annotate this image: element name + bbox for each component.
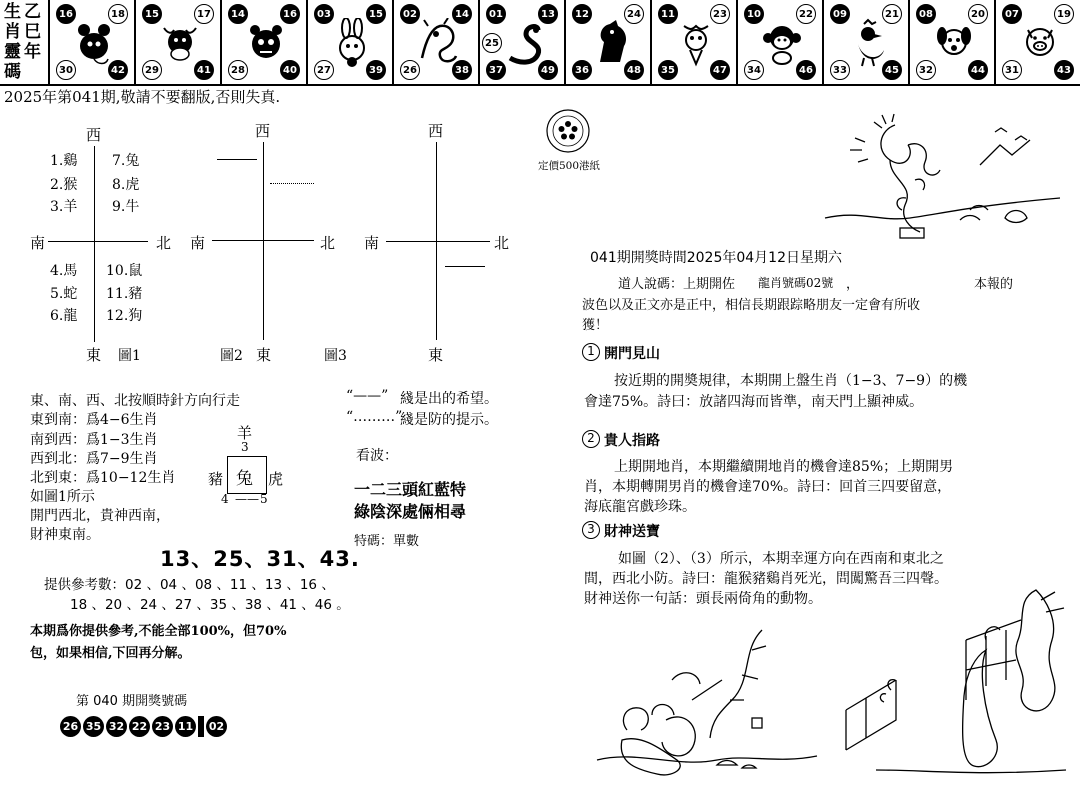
zodiac-cell-pig — [994, 0, 1080, 86]
fig1-item: 1.鷄 — [50, 153, 78, 169]
zodiac-cell-dog — [908, 0, 996, 86]
ref-numbers-line-1: 提供參考數：02 、04 、08 、11 、13 、16 、 — [44, 577, 335, 593]
zodiac-number: 26 — [400, 60, 420, 80]
zodiac-number: 22 — [796, 4, 816, 24]
look-label: 看波： — [356, 448, 398, 464]
zodiac-number: 01 — [486, 4, 506, 24]
note-line-2: 包，如果相信,下回再分解。 — [30, 646, 191, 661]
sage-illustration — [836, 580, 1076, 794]
zodiac-number: 49 — [538, 60, 558, 80]
fig3-west: 西 — [428, 122, 444, 140]
snake-icon — [500, 18, 548, 72]
fig1-vertical-axis — [94, 146, 95, 342]
zodiac-cell-goat — [650, 0, 738, 86]
zodiac-number: 32 — [916, 60, 936, 80]
zodiac-number: 44 — [968, 60, 988, 80]
fig2-west: 西 — [255, 122, 271, 140]
prev-draw-special-ball: 02 — [206, 716, 227, 737]
zodiac-number: 48 — [624, 60, 644, 80]
zodiac-cell-monkey — [736, 0, 824, 86]
zodiac-number: 23 — [710, 4, 730, 24]
fig3-solid-mark — [445, 266, 485, 267]
section-1-num: 1 — [582, 343, 600, 361]
mini-center: 兔 — [236, 469, 253, 489]
mini-left: 豬 — [208, 470, 224, 488]
mini-top-num: 3 — [241, 440, 249, 454]
zodiac-number: 33 — [830, 60, 850, 80]
rules-line: 東、南、西、北按順時針方向行走 — [30, 393, 240, 409]
zodiac-number: 03 — [314, 4, 334, 24]
fig2-dotted-mark — [270, 183, 314, 184]
prev-draw-ball: 26 — [60, 716, 81, 737]
fig1-item: 3.羊 — [50, 199, 78, 215]
zodiac-number: 10 — [744, 4, 764, 24]
zodiac-banner — [0, 0, 1080, 86]
prev-draw-ball: 11 — [175, 716, 196, 737]
banner-title-char: 碼 — [4, 62, 21, 82]
zodiac-number: 17 — [194, 4, 214, 24]
zodiac-cell-ox — [134, 0, 222, 86]
zodiac-number: 08 — [916, 4, 936, 24]
scholars-illustration — [592, 620, 822, 794]
intro-2: 波色以及正文亦是正中，相信長期跟踪略朋友一定會有所收 — [582, 298, 921, 313]
section-2-line: 上期開地肖，本期繼續開地肖的機會達85%；上期開男 — [614, 459, 954, 475]
section-1-title: 開門見山 — [604, 346, 660, 362]
fig1-item: 6.龍 — [50, 308, 78, 324]
zodiac-number: 18 — [108, 4, 128, 24]
mini-top: 羊 — [237, 424, 253, 442]
zodiac-cell-horse — [564, 0, 652, 86]
fig3-south: 南 — [364, 234, 380, 252]
fig1-item: 9.牛 — [112, 199, 140, 215]
draw-time: 041期開獎時間2025年04月12日星期六 — [590, 250, 842, 266]
section-2-line: 肖，本期轉開男肖的機會達70%。詩曰：回首三四要留意， — [584, 479, 952, 495]
fig3-north: 北 — [494, 234, 510, 252]
fig3-horizontal-axis — [386, 241, 490, 242]
fig2-east: 東 — [256, 346, 272, 364]
special-separator — [198, 716, 204, 737]
zodiac-number: 16 — [56, 4, 76, 24]
zodiac-number: 43 — [1054, 60, 1074, 80]
rules-line: 南到西：爲1−3生肖 — [30, 432, 158, 448]
zodiac-number: 16 — [280, 4, 300, 24]
banner-title-char: 生 — [4, 2, 21, 22]
zodiac-cell-snake — [478, 0, 566, 86]
section-3-num: 3 — [582, 521, 600, 539]
zodiac-number: 14 — [228, 4, 248, 24]
mini-right: 虎 — [268, 470, 284, 488]
zodiac-number: 15 — [366, 4, 386, 24]
rules-line: 西到北：爲7−9生肖 — [30, 451, 158, 467]
zodiac-number: 24 — [624, 4, 644, 24]
zodiac-number: 21 — [882, 4, 902, 24]
fig1-item: 5.蛇 — [50, 286, 78, 302]
legend-solid-text: 綫是出的希望。 — [400, 391, 498, 407]
zodiac-number: 28 — [228, 60, 248, 80]
fig1-item: 12.狗 — [106, 308, 143, 324]
zodiac-number: 41 — [194, 60, 214, 80]
prev-draw-ball: 22 — [129, 716, 150, 737]
banner-title — [0, 0, 46, 86]
zodiac-cell-rooster — [822, 0, 910, 86]
goat-icon — [672, 18, 720, 72]
zodiac-number: 34 — [744, 60, 764, 80]
rules-line: 開門西北，貴神西南， — [30, 508, 170, 524]
banner-title-char: 年 — [24, 42, 41, 62]
fig1-label: 圖1 — [118, 348, 141, 364]
rooster-icon — [844, 18, 892, 72]
rabbit-icon — [328, 18, 376, 72]
rules-line: 北到東：爲10−12生肖 — [30, 470, 176, 486]
legend-dotted-quote: “………” — [346, 409, 403, 425]
dragon-icon — [414, 18, 462, 72]
monkey-icon — [758, 18, 806, 72]
prev-draw-ball: 32 — [106, 716, 127, 737]
zodiac-number: 39 — [366, 60, 386, 80]
zodiac-number: 46 — [796, 60, 816, 80]
fig2-solid-mark — [217, 159, 257, 160]
rat-icon — [70, 18, 118, 72]
banner-title-char: 乙 — [24, 2, 41, 22]
legend-dotted-text: 綫是防的提示。 — [400, 412, 498, 428]
zodiac-number: 02 — [400, 4, 420, 24]
banner-title-char: 靈 — [4, 42, 21, 62]
zodiac-number: 25 — [482, 33, 502, 53]
tiger-icon — [242, 18, 290, 72]
zodiac-number: 35 — [658, 60, 678, 80]
fig1-horizontal-axis — [48, 241, 148, 242]
section-3-title: 財神送寶 — [604, 524, 660, 540]
fig1-item: 10.鼠 — [106, 263, 143, 279]
intro-3: 獲！ — [582, 318, 609, 333]
fig1-item: 8.虎 — [112, 177, 140, 193]
horse-icon — [586, 18, 634, 72]
fig1-item: 7.兔 — [112, 153, 140, 169]
zodiac-number: 07 — [1002, 4, 1022, 24]
intro-1d: 本報的 — [974, 277, 1014, 292]
section-3-line: 間，西北小防。詩曰：龍猴豬鷄肖死光，問闖驚吾三四聲。 — [584, 571, 948, 587]
fig1-item: 11.豬 — [106, 286, 143, 302]
fig1-item: 2.猴 — [50, 177, 78, 193]
rules-line: 財神東南。 — [30, 527, 100, 543]
price-label: 定價500港紙 — [538, 160, 601, 172]
fig1-item: 4.馬 — [50, 263, 78, 279]
zodiac-number: 45 — [882, 60, 902, 80]
zodiac-number: 36 — [572, 60, 592, 80]
zodiac-number: 31 — [1002, 60, 1022, 80]
zodiac-cell-rabbit — [306, 0, 394, 86]
section-2-line: 海底龍宮戲珍珠。 — [584, 499, 696, 515]
ox-icon — [156, 18, 204, 72]
fig1-east: 東 — [86, 346, 102, 364]
section-2-num: 2 — [582, 430, 600, 448]
zodiac-cell-tiger — [220, 0, 308, 86]
poem-line-1: 一二三頭紅藍特 — [354, 480, 467, 499]
intro-1a: 道人說碼：上期開佐 — [618, 277, 736, 292]
fig2-north: 北 — [320, 234, 336, 252]
prev-draw-label: 第 040 期開獎號碼 — [76, 694, 188, 709]
special-code: 特碼：單數 — [354, 534, 420, 549]
legend-solid-quote: “——” — [346, 388, 389, 404]
intro-1c: ， — [846, 277, 860, 292]
rules-line: 東到南：爲4−6生肖 — [30, 412, 158, 428]
ref-numbers-line-2: 18 、20 、24 、27 、35 、38 、41 、46 。 — [70, 597, 350, 613]
zodiac-number: 37 — [486, 60, 506, 80]
zodiac-cell-rat — [48, 0, 136, 86]
banner-title-char: 巳 — [24, 22, 41, 42]
zodiac-number: 38 — [452, 60, 472, 80]
fig3-east: 東 — [428, 346, 444, 364]
mini-bl-num: 4 — [221, 492, 229, 506]
section-1-line: 會達75%。詩曰：放諸四海而皆準，南天門上顯神威。 — [584, 394, 924, 410]
note-line-1: 本期爲你提供參考,不能全部100%，但70% — [30, 624, 287, 639]
fig2-south: 南 — [190, 234, 206, 252]
zodiac-number: 40 — [280, 60, 300, 80]
zodiac-number: 09 — [830, 4, 850, 24]
zodiac-number: 13 — [538, 4, 558, 24]
banner-title-char: 肖 — [4, 22, 21, 42]
zodiac-number: 11 — [658, 4, 678, 24]
dragon-illustration — [820, 110, 1070, 254]
rules-line: 如圖1所示 — [30, 489, 95, 505]
zodiac-number: 30 — [56, 60, 76, 80]
mini-br-num: 5 — [260, 492, 268, 506]
zodiac-number: 29 — [142, 60, 162, 80]
issue-header: 2025年第041期,敬請不要翻版,否則失真. — [4, 88, 281, 106]
section-2-title: 貴人指路 — [604, 433, 660, 449]
zodiac-cell-dragon — [392, 0, 480, 86]
zodiac-number: 15 — [142, 4, 162, 24]
section-3-line: 如圖（2）、（3）所示，本期幸運方向在西南和東北之 — [618, 551, 944, 567]
mini-dash: —— — [235, 492, 259, 506]
zodiac-number: 42 — [108, 60, 128, 80]
seal-logo — [545, 108, 591, 158]
zodiac-number: 20 — [968, 4, 988, 24]
poem-line-2: 綠陰深處倆相尋 — [354, 502, 467, 521]
prev-draw-ball: 35 — [83, 716, 104, 737]
zodiac-number: 47 — [710, 60, 730, 80]
zodiac-number: 19 — [1054, 4, 1074, 24]
fig1-south: 南 — [30, 234, 46, 252]
zodiac-number: 12 — [572, 4, 592, 24]
zodiac-number: 14 — [452, 4, 472, 24]
dog-icon — [930, 18, 978, 72]
fig2-vertical-axis — [263, 142, 264, 340]
zodiac-number: 27 — [314, 60, 334, 80]
fig3-label: 圖3 — [324, 348, 347, 364]
section-3-line: 財神送你一句話：頭長兩倚角的動物。 — [584, 591, 822, 607]
fig1-west: 西 — [86, 126, 102, 144]
fig2-label: 圖2 — [220, 348, 243, 364]
prev-draw-ball: 23 — [152, 716, 173, 737]
main-numbers: 13、25、31、43. — [160, 547, 360, 571]
intro-1b: 龍肖號碼02號 — [758, 276, 834, 290]
fig1-north: 北 — [156, 234, 172, 252]
fig2-horizontal-axis — [212, 240, 314, 241]
section-1-line: 按近期的開奬規律，本期開上盤生肖（1−3、7−9）的機 — [614, 373, 968, 389]
pig-icon — [1016, 18, 1064, 72]
